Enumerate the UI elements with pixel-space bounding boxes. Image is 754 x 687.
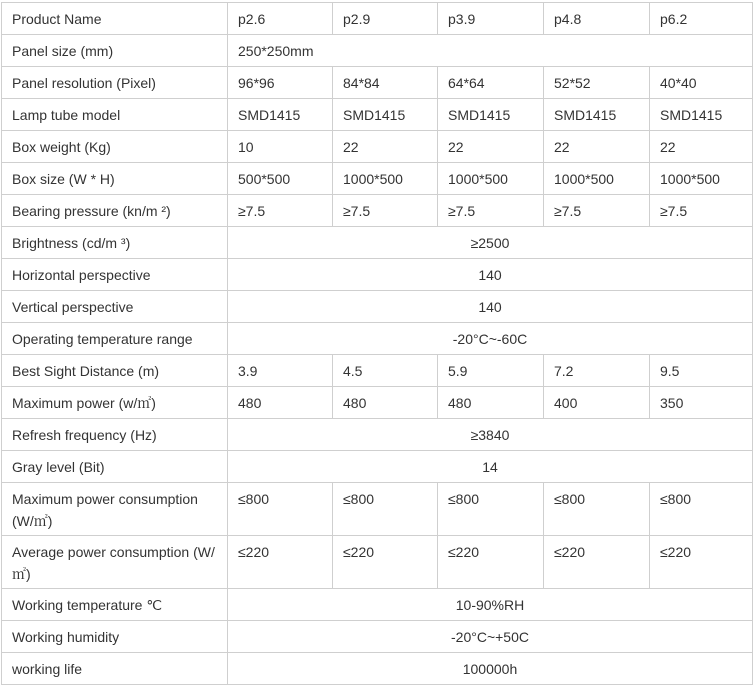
row-label: Working temperature ℃ xyxy=(2,589,228,621)
merged-cell: 140 xyxy=(228,291,753,323)
row-label: Average power consumption (W/㎡) xyxy=(2,536,228,589)
row-label: Product Name xyxy=(2,3,228,35)
cell-p2-9: 480 xyxy=(333,387,438,419)
merged-cell: -20°C~-60C xyxy=(228,323,753,355)
table-row xyxy=(2,3,753,35)
cell-p2-9: 4.5 xyxy=(333,355,438,387)
cell-p3-9: SMD1415 xyxy=(438,99,544,131)
cell-p6-2: ≥7.5 xyxy=(650,195,753,227)
table-row xyxy=(2,131,753,163)
row-label: Lamp tube model xyxy=(2,99,228,131)
cell-p6-2: ≤220 xyxy=(650,536,753,589)
merged-cell: -20°C~+50C xyxy=(228,621,753,653)
cell-p2-6: 10 xyxy=(228,131,333,163)
row-label: Vertical perspective xyxy=(2,291,228,323)
cell-p3-9: 480 xyxy=(438,387,544,419)
table-row xyxy=(2,483,753,536)
row-label: Operating temperature range xyxy=(2,323,228,355)
cell-p6-2: 9.5 xyxy=(650,355,753,387)
row-label: Horizontal perspective xyxy=(2,259,228,291)
merged-cell: 10-90%RH xyxy=(228,589,753,621)
cell-p2-9: 84*84 xyxy=(333,67,438,99)
cell-p6-2: 350 xyxy=(650,387,753,419)
row-label: Refresh frequency (Hz) xyxy=(2,419,228,451)
cell-p2-6: ≤800 xyxy=(228,483,333,536)
row-label: Maximum power consumption (W/㎡) xyxy=(2,483,228,536)
cell-p6-2: ≤800 xyxy=(650,483,753,536)
cell-p2-9: 1000*500 xyxy=(333,163,438,195)
cell-p3-9: 64*64 xyxy=(438,67,544,99)
cell-p6-2: SMD1415 xyxy=(650,99,753,131)
cell-p2-6: 3.9 xyxy=(228,355,333,387)
table-row xyxy=(2,163,753,195)
cell-p2-6: ≥7.5 xyxy=(228,195,333,227)
cell-p2-6: 480 xyxy=(228,387,333,419)
row-label: Box size (W * H) xyxy=(2,163,228,195)
row-label: working life xyxy=(2,653,228,685)
table-row xyxy=(2,653,753,685)
cell-p4-8: ≤800 xyxy=(544,483,650,536)
row-label: Panel resolution (Pixel) xyxy=(2,67,228,99)
table-row xyxy=(2,536,753,589)
table-row xyxy=(2,387,753,419)
cell-p2-9: ≥7.5 xyxy=(333,195,438,227)
table-row xyxy=(2,355,753,387)
cell-p2-9: SMD1415 xyxy=(333,99,438,131)
cell-p4-8: 7.2 xyxy=(544,355,650,387)
row-label: Gray level (Bit) xyxy=(2,451,228,483)
merged-cell: ≥2500 xyxy=(228,227,753,259)
merged-cell: 100000h xyxy=(228,653,753,685)
cell-p4-8: 52*52 xyxy=(544,67,650,99)
row-label: Maximum power (w/㎡) xyxy=(2,387,228,419)
row-label: Working humidity xyxy=(2,621,228,653)
cell-p2-6: 96*96 xyxy=(228,67,333,99)
merged-cell: 140 xyxy=(228,259,753,291)
cell-p4-8: 22 xyxy=(544,131,650,163)
cell-p4-8: ≤220 xyxy=(544,536,650,589)
table-row xyxy=(2,195,753,227)
cell-p3-9: ≤220 xyxy=(438,536,544,589)
table-row xyxy=(2,451,753,483)
row-label: Box weight (Kg) xyxy=(2,131,228,163)
cell-p4-8: 1000*500 xyxy=(544,163,650,195)
cell-p2-9: p2.9 xyxy=(333,3,438,35)
cell-p2-9: ≤800 xyxy=(333,483,438,536)
table-row xyxy=(2,67,753,99)
merged-cell: 250*250mm xyxy=(228,35,753,67)
spec-table xyxy=(1,2,753,685)
cell-p3-9: 22 xyxy=(438,131,544,163)
row-label: Best Sight Distance (m) xyxy=(2,355,228,387)
cell-p4-8: p4.8 xyxy=(544,3,650,35)
merged-cell: ≥3840 xyxy=(228,419,753,451)
cell-p2-6: p2.6 xyxy=(228,3,333,35)
cell-p6-2: p6.2 xyxy=(650,3,753,35)
row-label: Bearing pressure (kn/m ²) xyxy=(2,195,228,227)
table-row xyxy=(2,419,753,451)
table-row xyxy=(2,99,753,131)
cell-p6-2: 40*40 xyxy=(650,67,753,99)
cell-p6-2: 22 xyxy=(650,131,753,163)
table-row xyxy=(2,621,753,653)
table-row xyxy=(2,589,753,621)
cell-p3-9: 1000*500 xyxy=(438,163,544,195)
cell-p4-8: SMD1415 xyxy=(544,99,650,131)
table-row xyxy=(2,227,753,259)
table-row xyxy=(2,35,753,67)
table-row xyxy=(2,259,753,291)
cell-p2-6: 500*500 xyxy=(228,163,333,195)
cell-p2-6: SMD1415 xyxy=(228,99,333,131)
cell-p2-9: 22 xyxy=(333,131,438,163)
cell-p4-8: 400 xyxy=(544,387,650,419)
row-label: Panel size (mm) xyxy=(2,35,228,67)
cell-p2-9: ≤220 xyxy=(333,536,438,589)
table-row xyxy=(2,323,753,355)
row-label: Brightness (cd/m ³) xyxy=(2,227,228,259)
cell-p2-6: ≤220 xyxy=(228,536,333,589)
table-row xyxy=(2,291,753,323)
cell-p4-8: ≥7.5 xyxy=(544,195,650,227)
merged-cell: 14 xyxy=(228,451,753,483)
cell-p3-9: p3.9 xyxy=(438,3,544,35)
cell-p3-9: 5.9 xyxy=(438,355,544,387)
cell-p3-9: ≥7.5 xyxy=(438,195,544,227)
cell-p6-2: 1000*500 xyxy=(650,163,753,195)
cell-p3-9: ≤800 xyxy=(438,483,544,536)
